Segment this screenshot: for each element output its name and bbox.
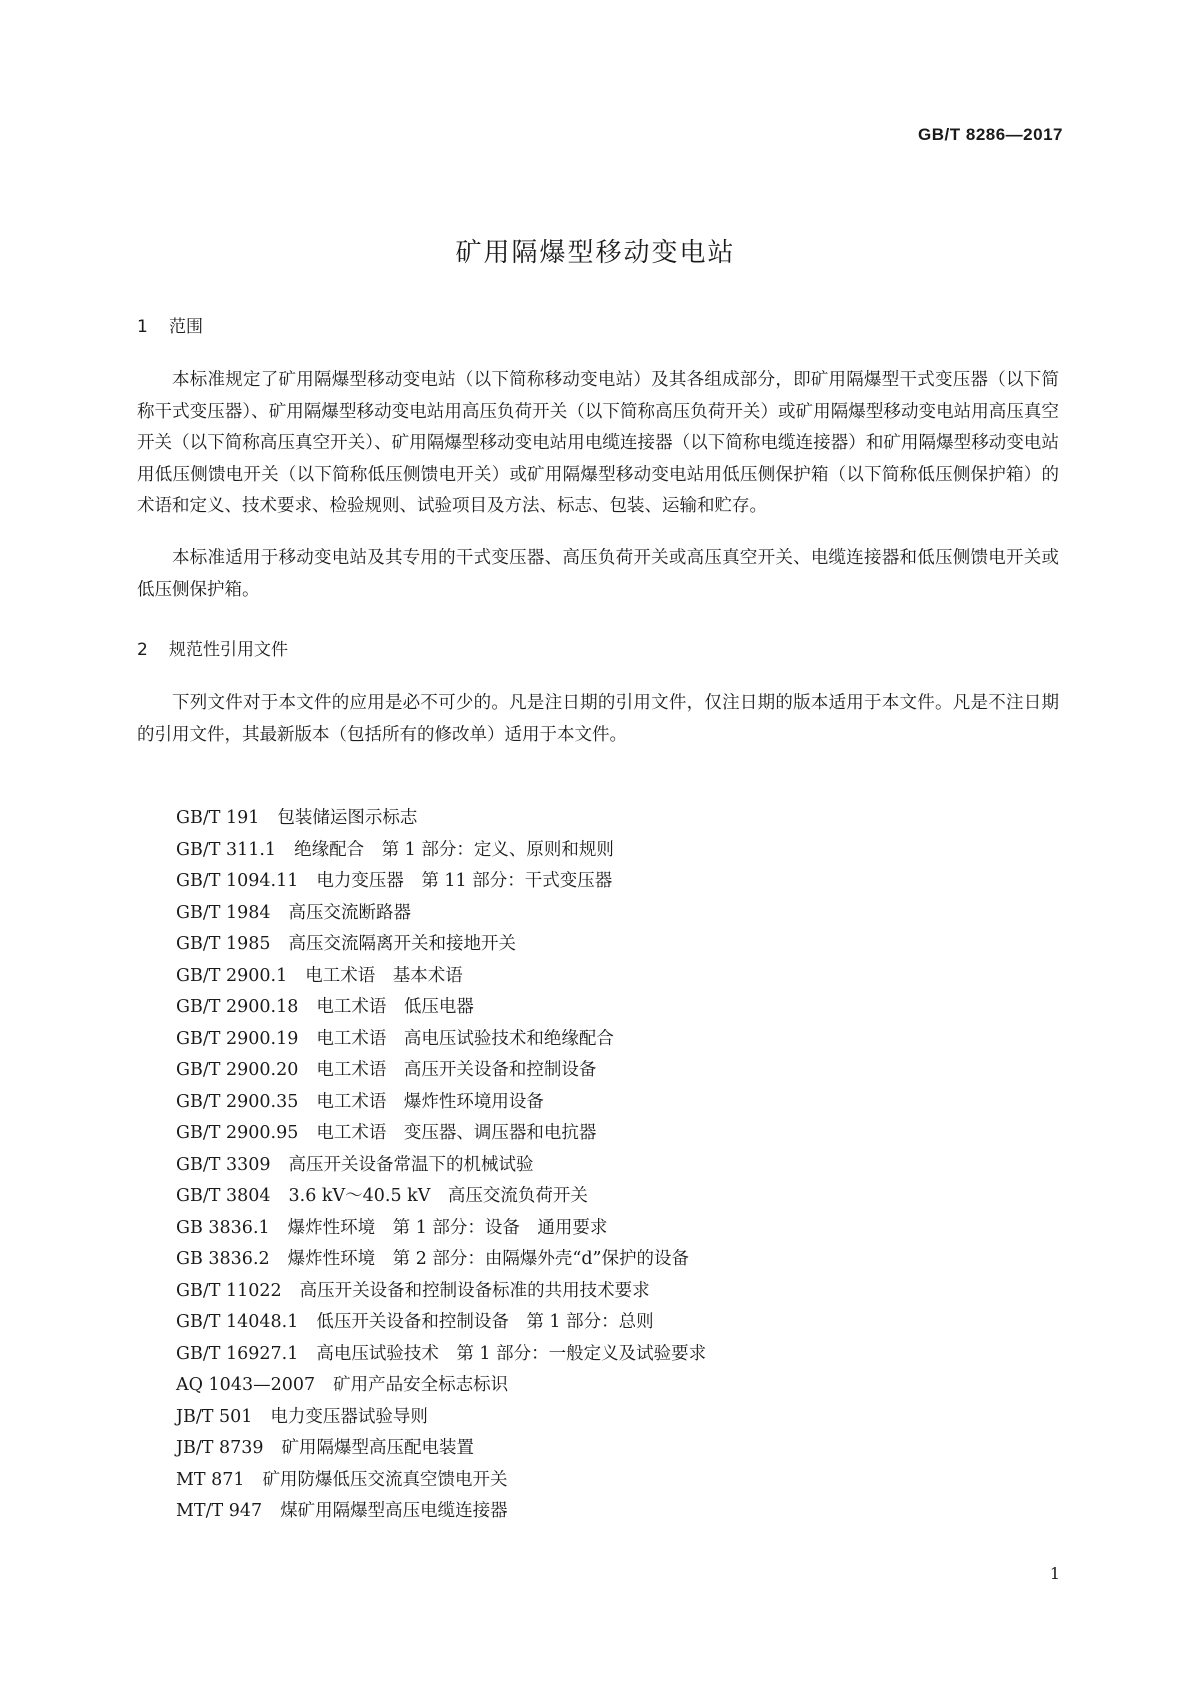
reference-item xyxy=(176,1465,706,1497)
reference-item xyxy=(176,1276,706,1308)
reference-code: GB/T 2900.19 xyxy=(176,1028,299,1049)
reference-list xyxy=(176,803,706,1528)
reference-item xyxy=(176,1307,706,1339)
reference-code: GB/T 2900.35 xyxy=(176,1091,299,1112)
reference-title: 电力变压器 第 11 部分：干式变压器 xyxy=(316,871,613,891)
section-title: 范围 xyxy=(169,317,203,337)
reference-code: GB/T 2900.95 xyxy=(176,1123,299,1143)
reference-title: 高电压试验技术 第 1 部分：一般定义及试验要求 xyxy=(316,1343,707,1364)
reference-title: 煤矿用隔爆型高压电缆连接器 xyxy=(280,1501,508,1521)
reference-item xyxy=(176,803,706,835)
reference-code: GB/T 1984 xyxy=(176,902,271,923)
document-title: 矿用隔爆型移动变电站 xyxy=(455,238,736,268)
reference-item xyxy=(176,1150,706,1182)
reference-item xyxy=(176,1402,706,1434)
reference-code: GB 3836.1 xyxy=(176,1217,270,1238)
reference-item xyxy=(176,866,706,898)
reference-code: GB/T 2900.20 xyxy=(176,1060,299,1080)
reference-title: 矿用防爆低压交流真空馈电开关 xyxy=(262,1469,508,1490)
reference-item xyxy=(176,992,706,1024)
reference-code: JB/T 501 xyxy=(176,1406,253,1427)
reference-code: GB/T 16927.1 xyxy=(176,1343,299,1364)
reference-item xyxy=(176,1370,706,1402)
scope-paragraph-2: 本标准适用于移动变电站及其专用的干式变压器、高压负荷开关或高压真空开关、电缆连接器和低压侧馈电开关或低压侧保护箱。 xyxy=(137,548,1059,600)
reference-code: GB/T 2900.1 xyxy=(176,965,288,986)
reference-title: 高压交流隔离开关和接地开关 xyxy=(288,934,517,954)
reference-title: 电工术语 变压器、调压器和电抗器 xyxy=(316,1123,597,1143)
reference-title: 电力变压器试验导则 xyxy=(270,1406,428,1427)
reference-title: 爆炸性环境 第 2 部分：由隔爆外壳“d”保护的设备 xyxy=(287,1249,689,1269)
reference-item xyxy=(176,1055,706,1087)
reference-item xyxy=(176,961,706,993)
section-number: 1 xyxy=(137,317,148,337)
reference-title: 高压开关设备和控制设备标准的共用技术要求 xyxy=(299,1280,650,1301)
reference-title: 高压开关设备常温下的机械试验 xyxy=(288,1154,534,1175)
reference-item xyxy=(176,1213,706,1245)
reference-code: GB/T 311.1 xyxy=(176,839,277,860)
reference-item xyxy=(176,929,706,961)
reference-title: 包装储运图示标志 xyxy=(277,808,418,828)
reference-title: 电工术语 高电压试验技术和绝缘配合 xyxy=(316,1028,614,1049)
reference-item xyxy=(176,1024,706,1056)
reference-code: MT/T 947 xyxy=(176,1501,263,1521)
reference-code: GB 3836.2 xyxy=(176,1249,270,1269)
section-title: 规范性引用文件 xyxy=(169,640,288,660)
reference-title: 绝缘配合 第 1 部分：定义、原则和规则 xyxy=(294,839,614,860)
reference-item xyxy=(176,1244,706,1276)
section-heading-normative-references xyxy=(137,635,288,660)
reference-title: 低压开关设备和控制设备 第 1 部分：总则 xyxy=(316,1312,654,1332)
reference-item xyxy=(176,1118,706,1150)
reference-code: AQ 1043—2007 xyxy=(176,1375,316,1395)
reference-code: MT 871 xyxy=(176,1469,245,1490)
reference-item xyxy=(176,1087,706,1119)
references-intro-paragraph: 下列文件对于本文件的应用是必不可少的。凡是注日期的引用文件，仅注日期的版本适用于本文件。凡是不注日期的引用文件，其最新版本（包括所有的修改单）适用于本文件。 xyxy=(137,693,1059,745)
reference-code: GB/T 1094.11 xyxy=(176,871,299,891)
standard-code: GB/T 8286—2017 xyxy=(918,125,1063,144)
reference-item xyxy=(176,1181,706,1213)
reference-code: GB/T 1985 xyxy=(176,934,271,954)
reference-title: 矿用产品安全标志标识 xyxy=(333,1375,509,1395)
reference-item xyxy=(176,898,706,930)
reference-title: 电工术语 高压开关设备和控制设备 xyxy=(316,1060,597,1080)
reference-code: GB/T 3309 xyxy=(176,1154,271,1175)
reference-code: JB/T 8739 xyxy=(176,1438,264,1458)
reference-code: GB/T 191 xyxy=(176,808,260,828)
reference-code: GB/T 14048.1 xyxy=(176,1312,299,1332)
reference-code: GB/T 11022 xyxy=(176,1280,282,1301)
reference-item xyxy=(176,1496,706,1528)
reference-title: 3.6 kV～40.5 kV 高压交流负荷开关 xyxy=(288,1186,588,1206)
reference-code: GB/T 3804 xyxy=(176,1186,271,1206)
reference-item xyxy=(176,835,706,867)
section-number: 2 xyxy=(137,640,148,660)
reference-title: 电工术语 低压电器 xyxy=(316,997,474,1017)
section-heading-scope xyxy=(137,312,203,337)
reference-code: GB/T 2900.18 xyxy=(176,997,299,1017)
reference-title: 高压交流断路器 xyxy=(288,902,412,923)
reference-title: 电工术语 基本术语 xyxy=(305,965,463,986)
reference-title: 爆炸性环境 第 1 部分：设备 通用要求 xyxy=(287,1217,608,1238)
reference-title: 矿用隔爆型高压配电装置 xyxy=(281,1438,475,1458)
reference-item xyxy=(176,1339,706,1371)
scope-paragraph-1: 本标准规定了矿用隔爆型移动变电站（以下简称移动变电站）及其各组成部分，即矿用隔爆型干式变压器（以下简称干式变压器）、矿用隔爆型移动变电站用高压负荷开关（以下简称高压负荷开关）或矿用隔爆型移动变电站用高压真空开关（以下简称高压真空开关）、矿用隔爆型移动变电站用电缆连接器（以下简称电缆连接器）和矿用隔爆型移动变电站用低压侧馈电开关（以下简称低压侧馈电开关）或矿用隔爆型移动变电站用低压侧保护箱（以下简称低压侧保护箱）的术语和定义、技术要求、检验规则、试验项目及方法、标志、包装、运输和贮存。 xyxy=(137,370,1059,516)
reference-title: 电工术语 爆炸性环境用设备 xyxy=(316,1091,544,1112)
reference-item xyxy=(176,1433,706,1465)
page-number: 1 xyxy=(1049,1564,1060,1583)
